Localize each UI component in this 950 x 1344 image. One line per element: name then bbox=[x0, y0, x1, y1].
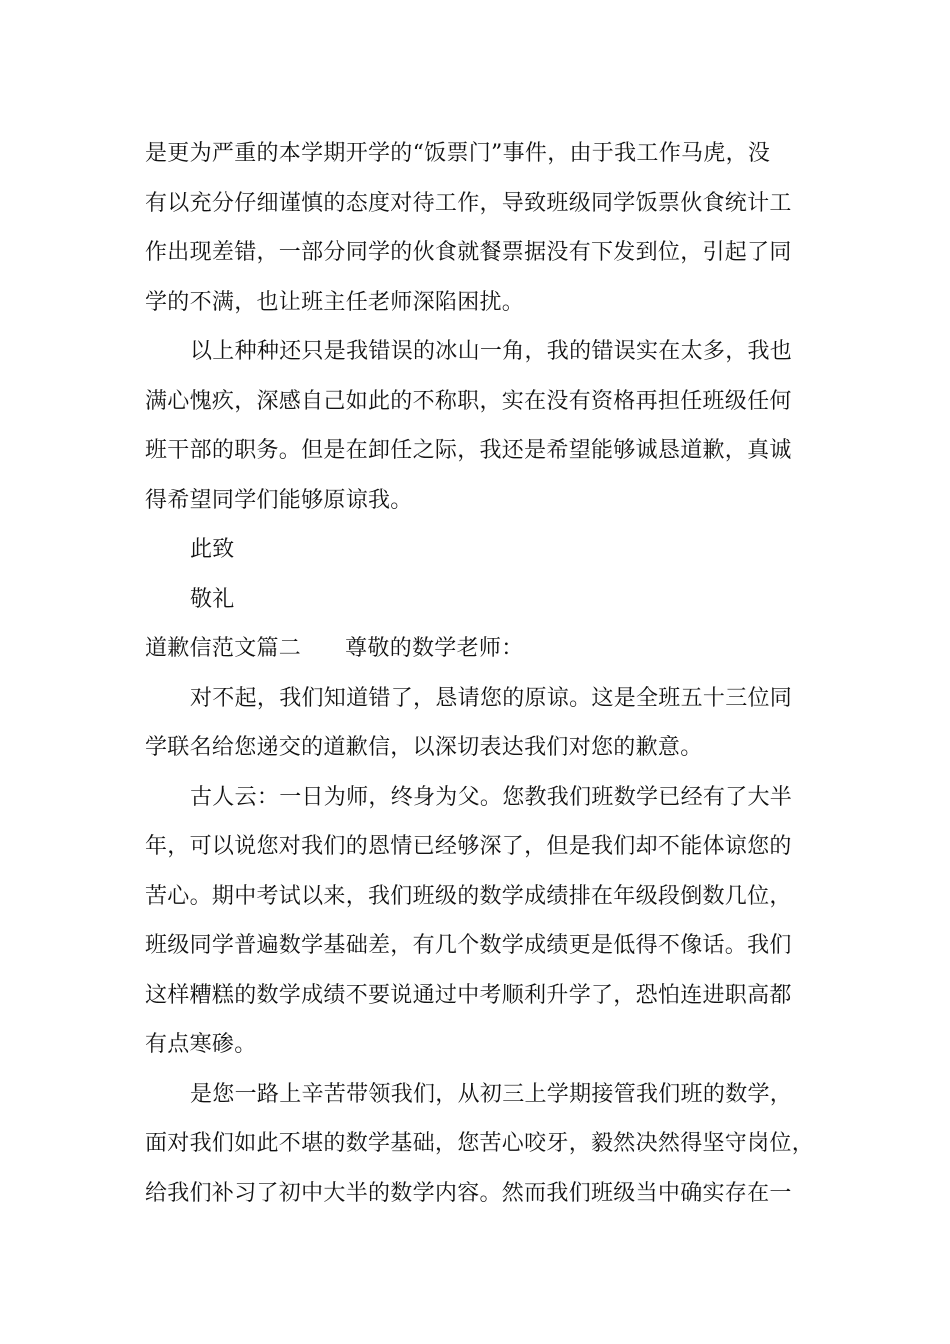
section-title: 道歉信范文篇二 bbox=[145, 636, 302, 661]
text-line: 苦心。期中考试以来，我们班级的数学成绩排在年级段倒数几位， bbox=[145, 883, 792, 909]
text-line: 给我们补习了初中大半的数学内容。然而我们班级当中确实存在一 bbox=[145, 1180, 792, 1206]
text-line: 以上种种还只是我错误的冰山一角，我的错误实在太多，我也 bbox=[190, 339, 793, 364]
text-line: 满心愧疚，深感自己如此的不称职，实在没有资格再担任班级任何 bbox=[145, 388, 792, 414]
text-line: 是您一路上辛苦带领我们，从初三上学期接管我们班的数学， bbox=[190, 1081, 793, 1107]
text-line: 班干部的职务。但是在卸任之际，我还是希望能够诚恳道歉，真诚 bbox=[145, 438, 792, 463]
text-line: 有点寒碜。 bbox=[145, 1032, 257, 1057]
section-heading bbox=[145, 624, 825, 674]
closing-line: 此致 bbox=[190, 537, 235, 562]
text-line: 学联名给您递交的道歉信，以深切表达我们对您的歉意。 bbox=[145, 735, 703, 760]
closing-line: 敬礼 bbox=[190, 586, 235, 612]
text-line: 这样糟糕的数学成绩不要说通过中考顺利升学了，恐怕连进职高都 bbox=[145, 982, 792, 1008]
text-line: 面对我们如此不堪的数学基础，您苦心咬牙，毅然决然得坚守岗位， bbox=[145, 1131, 815, 1156]
document-body bbox=[145, 129, 825, 1218]
text-line: 对不起，我们知道错了，恳请您的原谅。这是全班五十三位同 bbox=[190, 685, 793, 711]
text-line: 年，可以说您对我们的恩情已经够深了，但是我们却不能体谅您的 bbox=[145, 834, 792, 859]
text-line: 作出现差错，一部分同学的伙食就餐票据没有下发到位，引起了同 bbox=[145, 240, 792, 265]
text-line: 是更为严重的本学期开学的“饭票门”事件，由于我工作马虎，没 bbox=[145, 141, 771, 166]
text-line: 得希望同学们能够原谅我。 bbox=[145, 487, 413, 513]
text-line: 班级同学普遍数学基础差，有几个数学成绩更是低得不像话。我们 bbox=[145, 933, 792, 958]
text-line: 学的不满，也让班主任老师深陷困扰。 bbox=[145, 289, 525, 315]
text-line: 有以充分仔细谨慎的态度对待工作，导致班级同学饭票伙食统计工 bbox=[145, 190, 792, 216]
salutation: 尊敬的数学老师： bbox=[345, 636, 524, 661]
text-line: 古人云：一日为师，终身为父。您教我们班数学已经有了大半 bbox=[190, 784, 793, 810]
